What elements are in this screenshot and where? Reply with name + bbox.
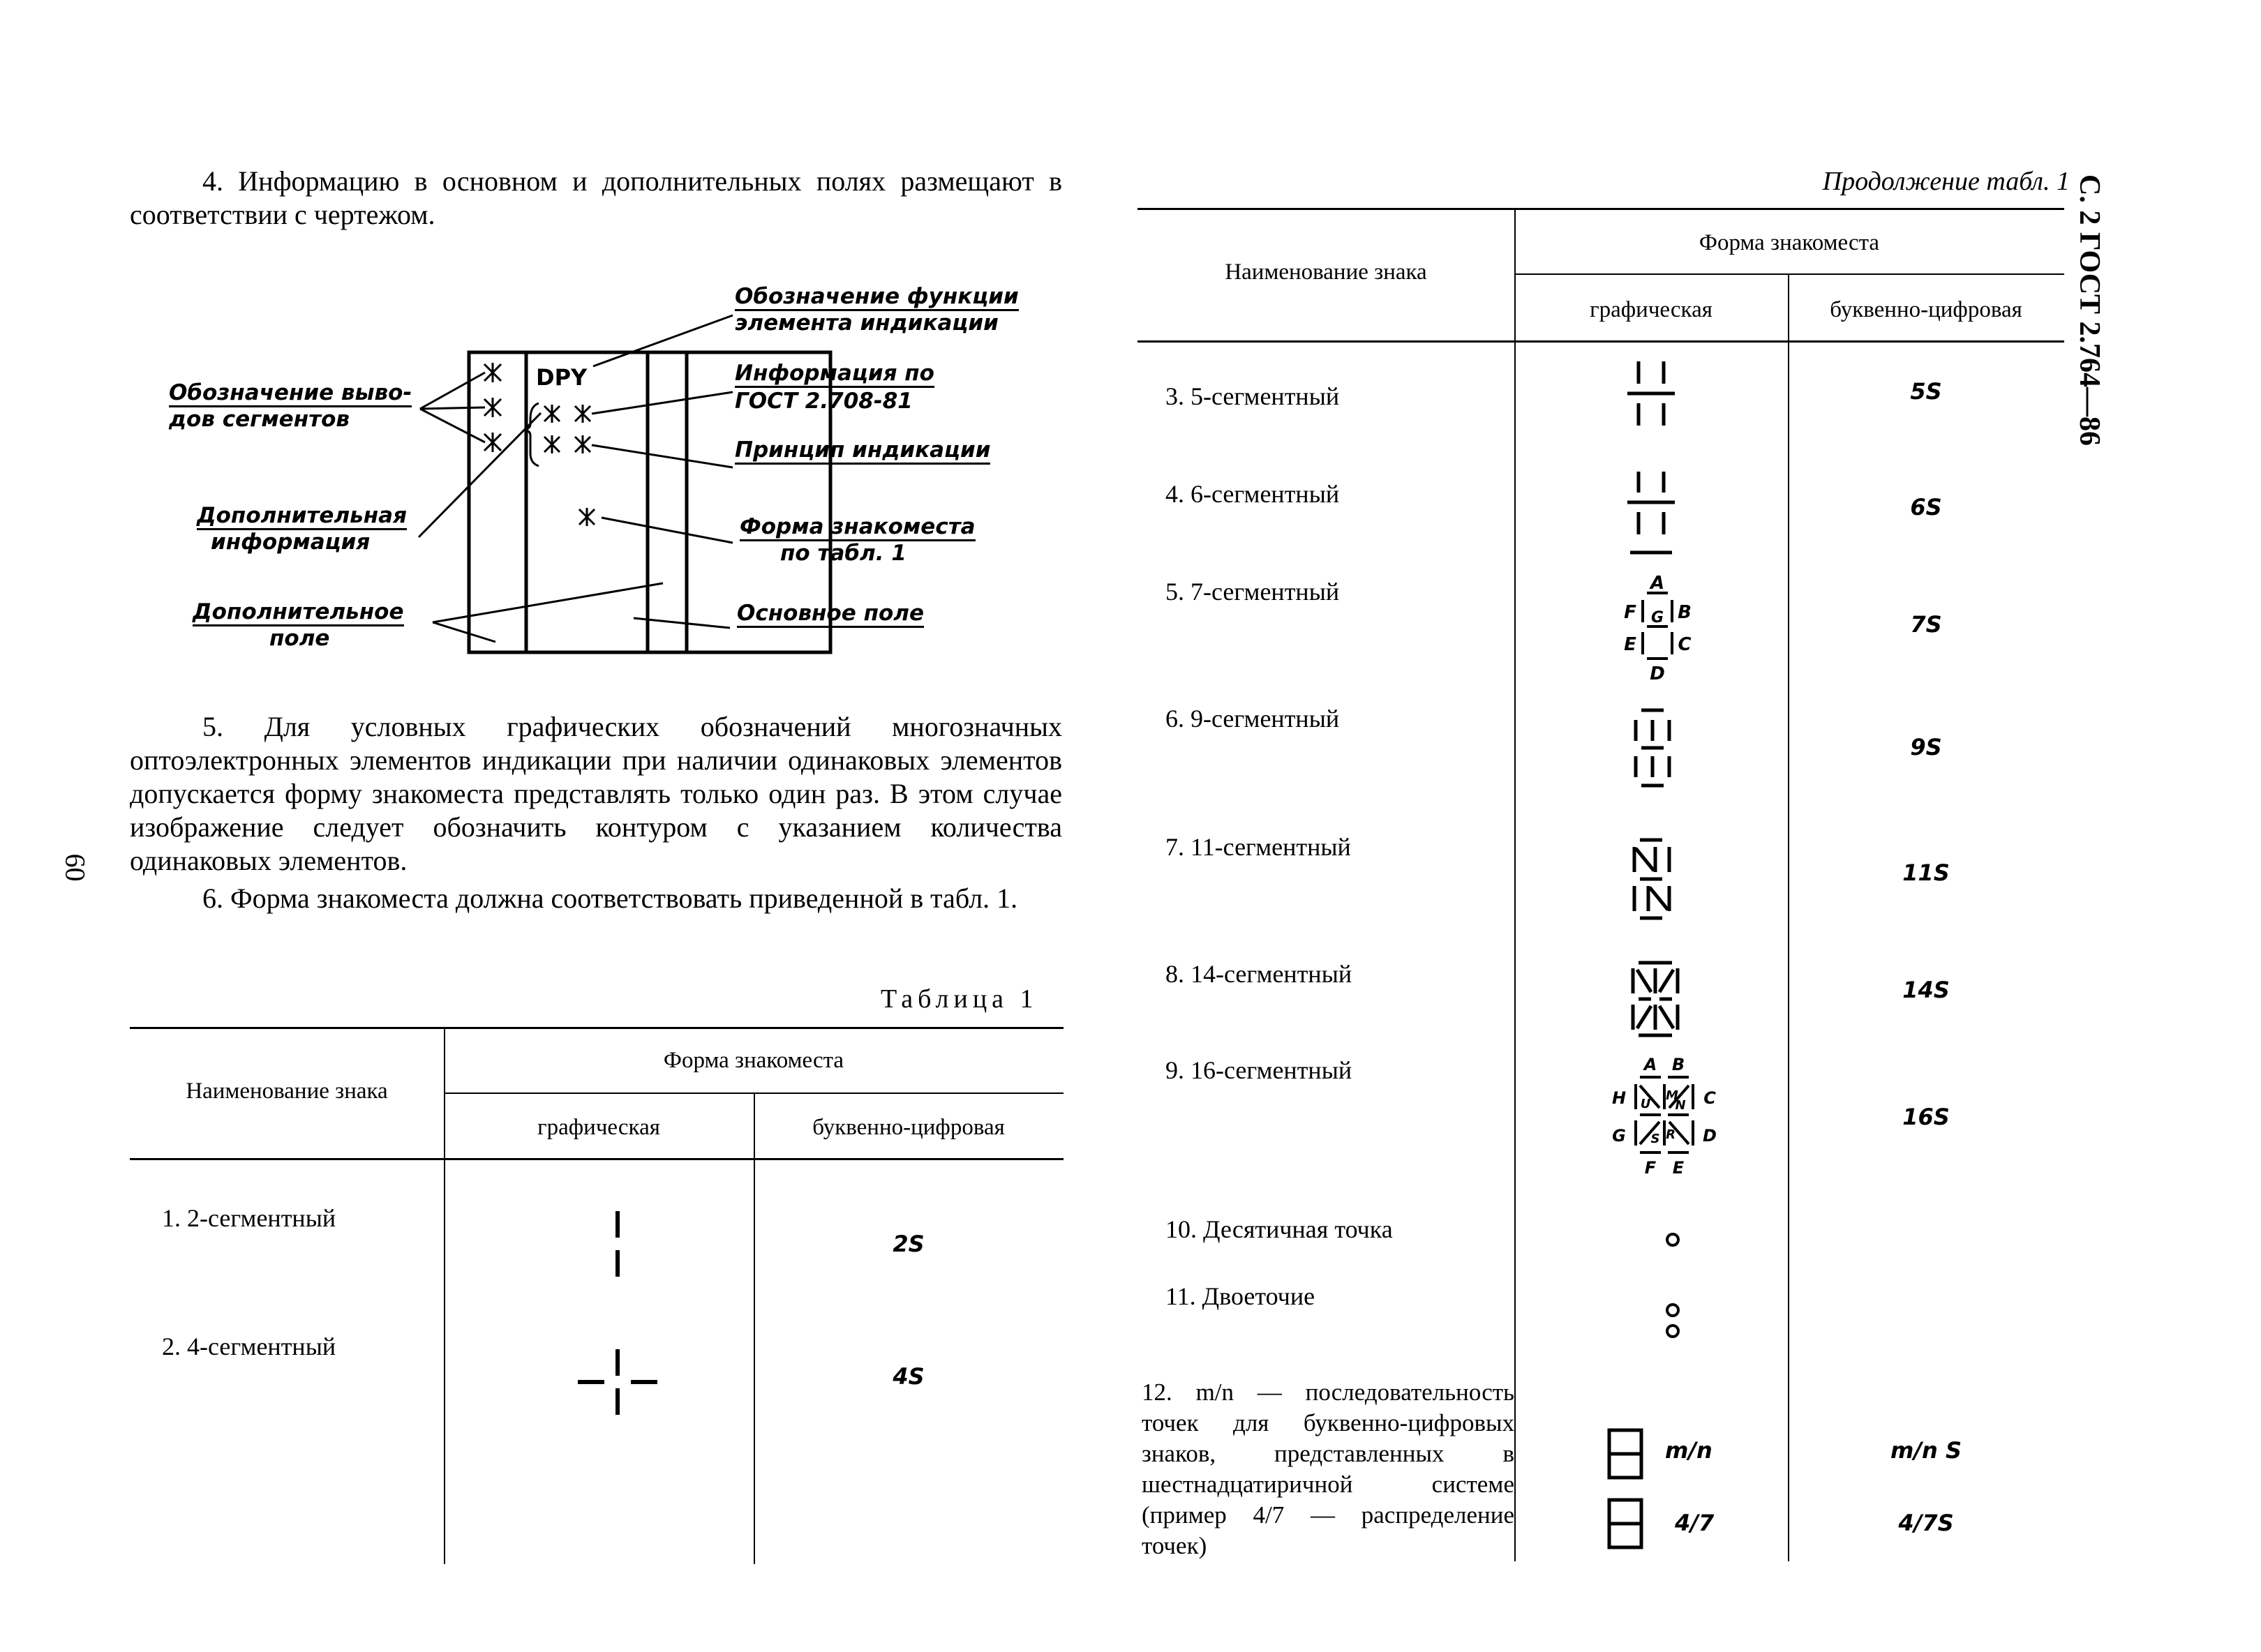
row12-graphic-b-label: 4/7 <box>1675 1510 1715 1536</box>
table1-col-alnum: буквенно-цифровая <box>812 1115 1005 1140</box>
seg7-letter-b: B <box>1678 602 1692 623</box>
row4-name: 4. 6-сегментный <box>1165 480 1340 508</box>
table1c-mid-rule <box>1514 273 2064 275</box>
dpy-diagram <box>126 279 1054 670</box>
seg16-symbol <box>1598 1049 1752 1189</box>
seg16-letter-f: F <box>1644 1158 1657 1178</box>
seg16-letter-a: A <box>1643 1055 1657 1074</box>
page-number: 60 <box>59 853 91 882</box>
label-principle: Принцип индикации <box>735 438 990 462</box>
label-info-line1: Информация по <box>735 361 934 385</box>
paragraph-4 <box>130 165 1062 232</box>
seg6-symbol <box>1623 465 1679 562</box>
table1-col-name: Наименование знака <box>186 1079 388 1104</box>
seg9-symbol <box>1629 705 1678 795</box>
row8-code: 14S <box>1902 977 1950 1003</box>
paragraph-6 <box>130 882 1062 915</box>
seg16-letter-d: D <box>1703 1126 1717 1146</box>
seg16-letter-m: M <box>1666 1088 1678 1103</box>
seg7-symbol <box>1616 569 1700 695</box>
table1c-header-rule <box>1137 340 2064 343</box>
table1-row2-name: 2. 4-сегментный <box>162 1332 336 1360</box>
seg4-symbol <box>572 1345 663 1429</box>
label-form-line1: Форма знакоместа <box>740 515 976 539</box>
decimal-point-symbol <box>1662 1229 1683 1250</box>
row6-code: 9S <box>1910 734 1942 760</box>
seg7-letter-c: C <box>1678 634 1692 655</box>
row9-name: 9. 16-сегментный <box>1165 1056 1352 1084</box>
row8-name: 8. 14-сегментный <box>1165 960 1352 988</box>
row12-code-a: m/n S <box>1890 1437 1962 1464</box>
label-addinfo-line1: Дополнительная <box>197 504 407 527</box>
row3-code: 5S <box>1910 378 1942 405</box>
seg7-letter-d: D <box>1650 663 1665 684</box>
table1c-col-form: Форма знакоместа <box>1699 230 1880 255</box>
label-addfield-line1: Дополнительное <box>193 600 404 624</box>
row10-name: 10. Десятичная точка <box>1165 1215 1393 1243</box>
seg16-letter-e: E <box>1672 1158 1685 1178</box>
row9-code: 16S <box>1902 1104 1950 1130</box>
row12-box-a <box>1605 1426 1647 1482</box>
paragraph-5-text: 5. Для условных графических обозначений многозначных оптоэлектронных элементов индикации при наличии одинаковых элементов допускается форму знакоместа представлять только один раз. В этом случае изображение следует обозначить контуром с указанием количества одинаковых элементов. <box>130 711 1062 876</box>
seg7-letter-f: F <box>1624 602 1636 623</box>
row12-name: 12. m/n — последовательность точек для буквенно-цифровых знаков, представленных в шестнадцатиричной системе (пример 4/7 — распределение точек) <box>1142 1379 1514 1559</box>
table1c-col-graphic: графическая <box>1590 297 1712 322</box>
row7-name: 7. 11-сегментный <box>1165 833 1351 861</box>
row11-name: 11. Двоеточие <box>1165 1282 1315 1310</box>
label-function-line1: Обозначение функции <box>735 285 1019 308</box>
seg16-letter-n: N <box>1675 1098 1686 1113</box>
seg7-letter-a: A <box>1650 573 1665 594</box>
side-header-box <box>2064 174 2148 467</box>
row12-graphic-a-label: m/n <box>1665 1437 1712 1464</box>
table1c-top-rule <box>1137 208 2064 210</box>
seg7-letter-g: G <box>1650 609 1664 626</box>
table1-col-graphic: графическая <box>537 1115 660 1140</box>
table1c-col-alnum: буквенно-цифровая <box>1830 297 2022 322</box>
label-addinfo-line2: информация <box>211 530 371 555</box>
table1c-vline-1 <box>1514 208 1516 1561</box>
row12-box-b <box>1605 1496 1647 1552</box>
seg14-symbol <box>1629 959 1685 1042</box>
table1-col-form: Форма знакоместа <box>663 1048 844 1073</box>
table1c-col-name: Наименование знака <box>1225 260 1427 285</box>
dpy-label: DPY <box>536 364 588 391</box>
row12-code-b: 4/7S <box>1898 1510 1954 1536</box>
table-title: Таблица 1 <box>881 984 1038 1014</box>
seg16-letter-g: G <box>1612 1126 1626 1146</box>
seg16-letter-u: U <box>1640 1097 1651 1111</box>
row7-code: 11S <box>1902 859 1950 886</box>
side-header: С. 2 ГОСТ 2.764—86 <box>2073 174 2105 446</box>
table1-row1-name: 1. 2-сегментный <box>162 1204 336 1232</box>
row4-code: 6S <box>1910 494 1942 520</box>
table1-row1-code: 2S <box>893 1231 925 1257</box>
seg16-letter-c: C <box>1703 1088 1716 1108</box>
continuation-title: Продолжение табл. 1 <box>1822 167 2070 196</box>
paragraph-4-text: 4. Информацию в основном и дополнительных полях размещают в соответствии с чертежом. <box>130 165 1062 230</box>
seg11-symbol <box>1629 834 1678 925</box>
seg16-letter-s: S <box>1650 1132 1660 1146</box>
seg5-symbol <box>1623 356 1679 433</box>
paragraph-6-text: 6. Форма знакоместа должна соответствовать приведенной в табл. 1. <box>202 883 1018 914</box>
row5-name: 5. 7-сегментный <box>1165 578 1340 606</box>
row5-code: 7S <box>1910 611 1942 638</box>
label-info-line2: ГОСТ 2.708-81 <box>735 389 913 414</box>
colon-symbol <box>1662 1300 1683 1342</box>
label-form-line2: по табл. 1 <box>780 541 906 566</box>
table1-vline-2 <box>754 1092 755 1564</box>
seg7-letter-e: E <box>1624 634 1636 655</box>
table1-top-rule <box>130 1027 1064 1029</box>
label-function-line2: элемента индикации <box>735 310 999 336</box>
label-addfield-line2: поле <box>269 626 330 651</box>
seg2-symbol <box>593 1207 642 1291</box>
label-pins-line2: дов сегментов <box>169 407 350 432</box>
row6-name: 6. 9-сегментный <box>1165 705 1340 733</box>
seg16-letter-r: R <box>1666 1127 1676 1142</box>
paragraph-5 <box>130 710 1062 878</box>
label-main-field: Основное поле <box>737 601 924 625</box>
table1-header-rule <box>130 1158 1064 1160</box>
table1-vline-1 <box>444 1027 445 1564</box>
label-pins-line1: Обозначение выво- <box>169 381 412 405</box>
row3-name: 3. 5-сегментный <box>1165 382 1340 410</box>
seg16-letter-b: B <box>1671 1055 1685 1074</box>
seg16-letter-h: H <box>1611 1088 1627 1108</box>
table1-row2-code: 4S <box>893 1363 925 1390</box>
table1c-vline-2 <box>1788 273 1789 1561</box>
